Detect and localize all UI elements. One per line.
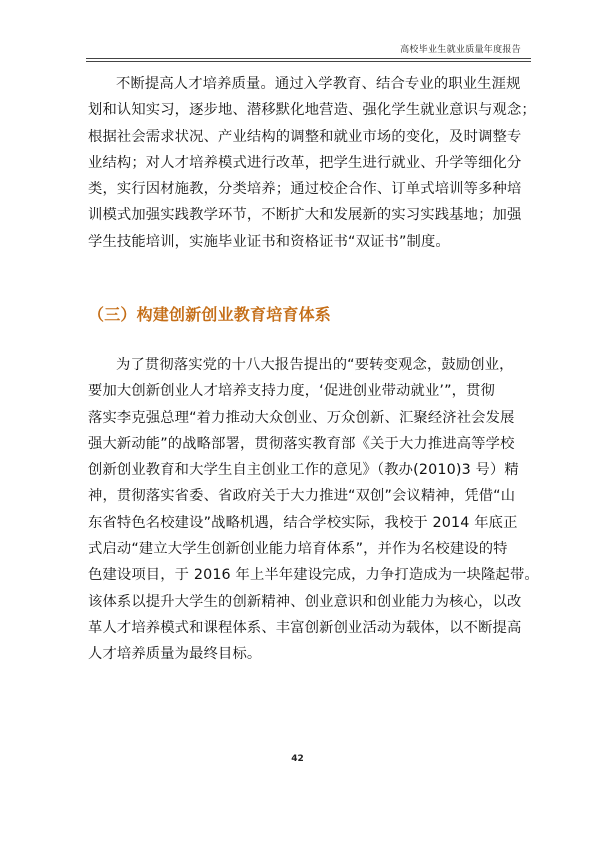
text-line: 学生技能培训，实施毕业证书和资格证书“双证书”制度。 xyxy=(88,233,450,250)
paragraph-talent-quality xyxy=(88,71,536,255)
text-line: 色建设项目，于 2016 年上半年建设完成，力争打造成为一块隆起带。 xyxy=(88,567,539,584)
text-line: 为了贯彻落实党的十八大报告提出的“要转变观念，鼓励创业， xyxy=(116,357,514,373)
text-line: 强大新动能”的战略部署，贯彻落实教育部《关于大力推进高等学校 xyxy=(88,435,515,452)
text-line: 人才培养质量为最终目标。 xyxy=(88,646,262,663)
text-line: 根据社会需求状况、产业结构的调整和就业市场的变化，及时调整专 xyxy=(88,128,522,145)
text-line: 划和认知实习，逐步地、潜移默化地营造、强化学生就业意识与观念； xyxy=(88,102,536,119)
text-line: 业结构；对人才培养模式进行改革，把学生进行就业、升学等细化分 xyxy=(88,154,522,171)
text-line: 要加大创新创业人才培养支持力度，‘促进创业带动就业’”，贯彻 xyxy=(88,383,496,400)
header-rule-top xyxy=(86,58,531,59)
text-line: 不断提高人才培养质量。通过入学教育、结合专业的职业生涯规 xyxy=(116,76,521,92)
text-line: 革人才培养模式和课程体系、丰富创新创业活动为载体，以不断提高 xyxy=(88,619,522,636)
section-heading: （三）构建创新创业教育培育体系 xyxy=(88,305,332,324)
text-line: 神，贯彻落实省委、省政府关于大力推进“双创”会议精神，凭借“山 xyxy=(88,488,516,505)
header-rule-bottom xyxy=(86,61,531,62)
text-line: 类，实行因材施教，分类培养；通过校企合作、订单式培训等多种培 xyxy=(88,181,522,198)
text-line: 东省特色名校建设”战略机遇，结合学校实际，我校于 2014 年底正 xyxy=(88,514,518,531)
paragraph-innovation-system xyxy=(88,352,539,668)
page-number: 42 xyxy=(291,754,304,764)
text-line: 该体系以提升大学生的创新精神、创业意识和创业能力为核心，以改 xyxy=(88,593,522,610)
text-line: 式启动“建立大学生创新创业能力培育体系”，并作为名校建设的特 xyxy=(88,541,508,558)
header-title: 高校毕业生就业质量年度报告 xyxy=(400,45,521,55)
text-line: 落实李克强总理“着力推动大众创业、万众创新、汇聚经济社会发展 xyxy=(88,409,515,426)
text-line: 训模式加强实践教学环节，不断扩大和发展新的实习实践基地；加强 xyxy=(88,207,522,224)
text-line: 创新创业教育和大学生自主创业工作的意见》（教办(2010)3 号）精 xyxy=(88,462,519,479)
